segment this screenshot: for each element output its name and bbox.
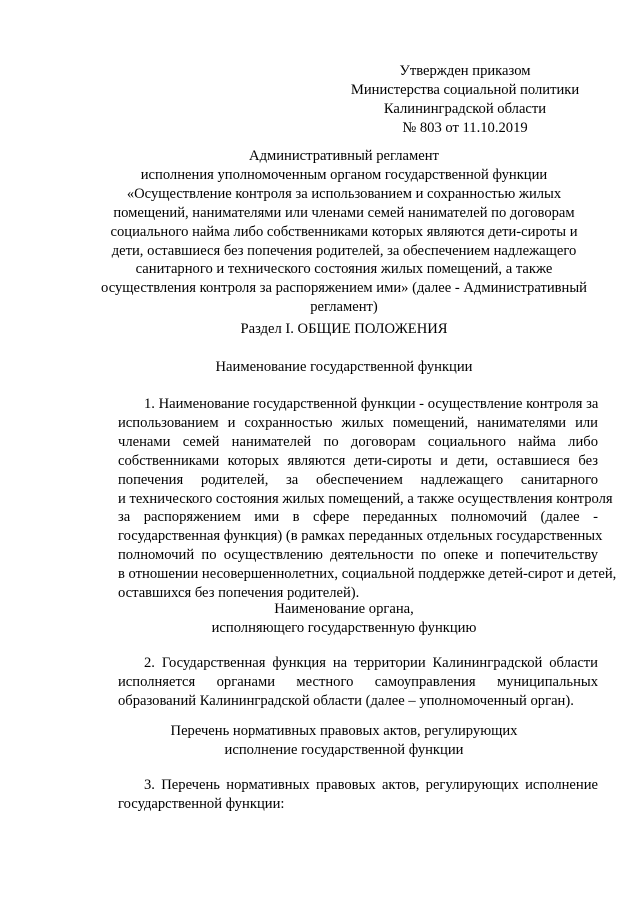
paragraph-3 [118, 776, 598, 814]
subsection-heading: Наименование органа, [274, 601, 414, 617]
paragraph-line: 2. Государственная функция на территории Калининградской области [144, 655, 598, 671]
paragraph-line: собственниками которых являются дети-сироты и дети, оставшиеся без [118, 452, 598, 469]
paragraph-line: 1. Наименование государственной функции - осуществление контроля за [144, 396, 599, 412]
paragraph-2 [118, 654, 598, 711]
document-title [80, 147, 608, 317]
paragraph-line: использованием и сохранностью жилых помещений, нанимателями или [118, 414, 598, 431]
paragraph-line: государственная функция) (в рамках переданных отдельных государственных [118, 528, 603, 545]
title-line: «Осуществление контроля за использованием и сохранностью жилых [126, 185, 562, 202]
paragraph-line: в отношении несовершеннолетних, социальной поддержке детей-сирот и детей, [118, 566, 617, 583]
title-line: социального найма либо собственниками которых являются дети-сироты и [110, 223, 578, 240]
title-line: помещений, нанимателями или членами семей нанимателей по договорам [113, 204, 575, 221]
title-line: Административный регламент [249, 148, 439, 164]
paragraph-line: за распоряжением ими в сфере переданных полномочий (далее - [118, 509, 598, 526]
approval-order-number: № 803 от 11.10.2019 [402, 119, 528, 136]
title-line: осуществления контроля за распоряжением ими» (далее - Административный [101, 280, 587, 297]
paragraph-line: образований Калининградской области (далее – уполномоченный орган). [118, 692, 574, 709]
paragraph-line: исполняется органами местного самоуправления муниципальных [118, 673, 598, 690]
approval-line: Калининградской области [383, 100, 547, 117]
subsection-heading: исполняющего государственную функцию [211, 620, 477, 636]
approval-line: Министерства социальной политики [350, 81, 580, 98]
subsection-heading: исполнение государственной функции [224, 742, 464, 758]
paragraph-1 [118, 395, 617, 603]
paragraph-line: 3. Перечень нормативных правовых актов, регулирующих исполнение [144, 777, 598, 793]
paragraph-line: полномочий по осуществлению деятельности по опеке и попечительству [118, 547, 598, 564]
title-line: регламент) [310, 299, 378, 316]
paragraph-line: и технического состояния жилых помещений, а также осуществления контроля [118, 490, 613, 507]
paragraph-line: членами семей нанимателей по договорам социального найма либо [118, 433, 598, 450]
subsection-heading: Перечень нормативных правовых актов, регулирующих [170, 723, 518, 739]
paragraph-line: государственной функции: [118, 795, 285, 812]
title-line: санитарного и технического состояния жилых помещений, а также [135, 261, 553, 278]
title-line: дети, оставшиеся без попечения родителей, за обеспечением надлежащего [111, 242, 577, 259]
subsection-heading: Наименование государственной функции [215, 359, 473, 375]
title-line: исполнения уполномоченным органом государственной функции [140, 166, 548, 183]
paragraph-line: попечения родителей, за обеспечением надлежащего санитарного [118, 471, 598, 488]
approval-stamp [340, 62, 590, 138]
paragraph-line: оставшихся без попечения родителей). [118, 585, 360, 602]
approval-line: Утвержден приказом [399, 63, 531, 79]
section-heading: Раздел I. ОБЩИЕ ПОЛОЖЕНИЯ [240, 321, 448, 337]
